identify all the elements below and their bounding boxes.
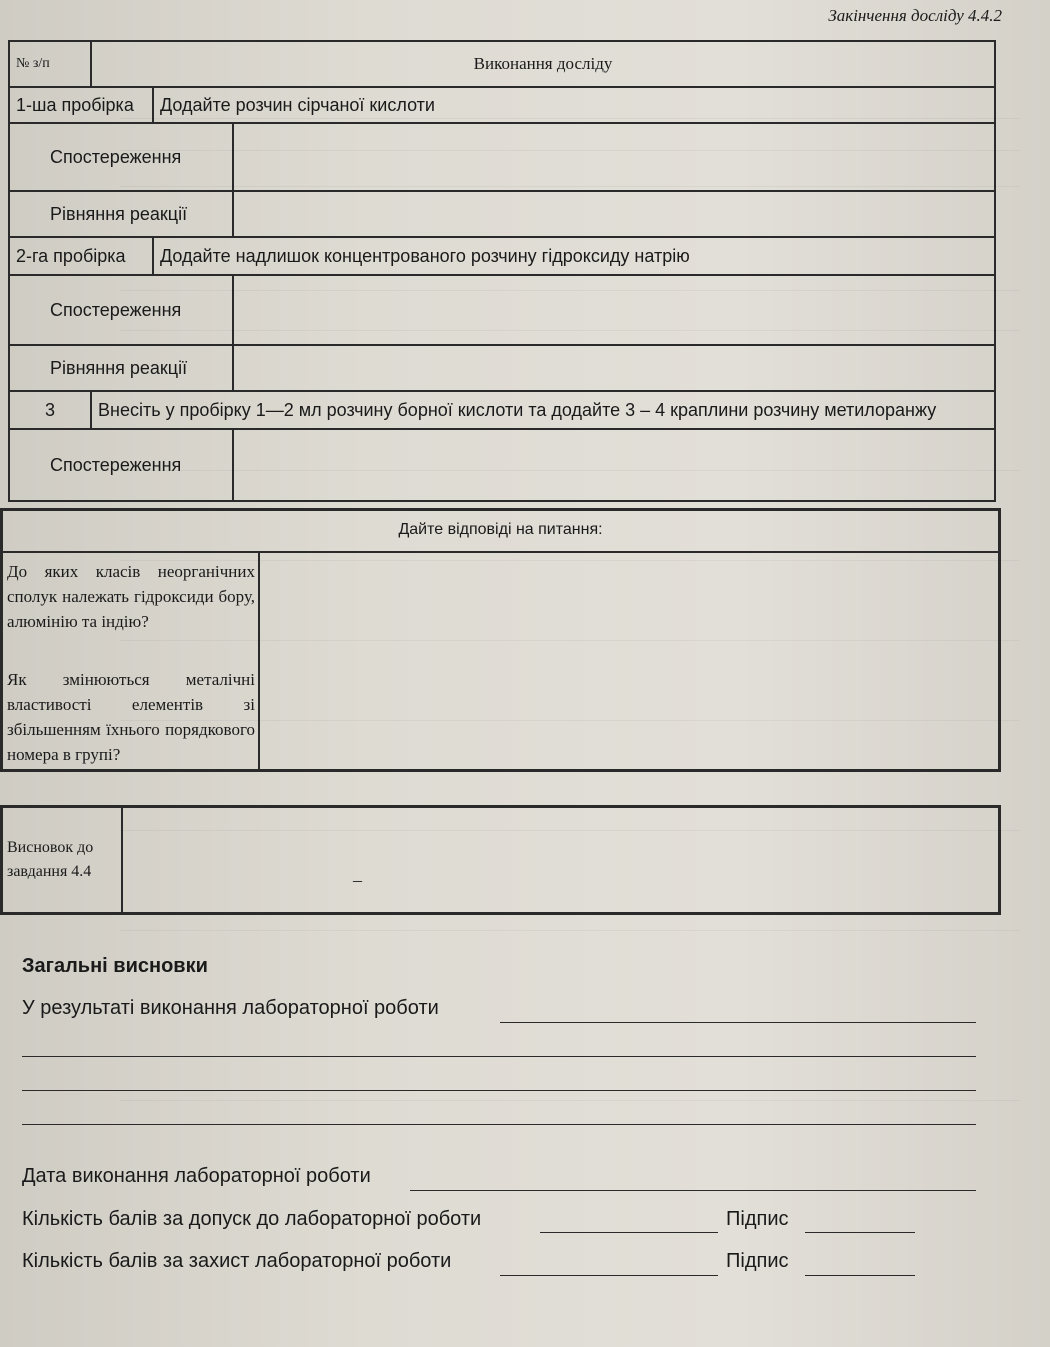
tube-2-observation-field[interactable] xyxy=(233,275,995,345)
experiment-table xyxy=(8,40,996,502)
num-header: № з/п xyxy=(9,41,91,87)
tube-3-observation-label: Спостереження xyxy=(9,429,233,501)
answers-field[interactable] xyxy=(261,553,998,769)
tube-1-observation-field[interactable] xyxy=(233,123,995,191)
defense-score-line[interactable] xyxy=(500,1275,718,1276)
admission-text: Кількість балів за допуск до лабораторної роботи xyxy=(22,1208,482,1230)
conclusion-field[interactable] xyxy=(124,808,998,912)
conclusion-box xyxy=(0,805,1001,915)
questions-box xyxy=(0,508,1001,772)
tube-2-equation-field[interactable] xyxy=(233,345,995,391)
conclusion-mark: – xyxy=(353,870,362,890)
continuation-note: Закінчення досліду 4.4.2 xyxy=(828,6,1002,25)
date-text: Дата виконання лабораторної роботи xyxy=(22,1165,371,1187)
tube-2-instruction: Додайте надлишок концентрованого розчину гідроксиду натрію xyxy=(153,237,995,275)
tube-2-observation-label: Спостереження xyxy=(9,275,233,345)
tube-1-instruction: Додайте розчин сірчаної кислоти xyxy=(153,87,995,123)
tube-1-equation-label: Рівняння реакції xyxy=(9,191,233,237)
tube-3-observation-field[interactable] xyxy=(233,429,995,501)
general-conclusions-title: Загальні висновки xyxy=(22,955,208,977)
conclusion-label: Висновок до завдання 4.4 xyxy=(7,839,94,880)
admission-score-line[interactable] xyxy=(540,1232,718,1233)
tube-1-label: 1-ша пробірка xyxy=(9,87,153,123)
date-line[interactable] xyxy=(410,1190,976,1191)
questions-title: Дайте відповіді на питання: xyxy=(398,521,603,538)
tube-1-equation-field[interactable] xyxy=(233,191,995,237)
defense-signature-label: Підпис xyxy=(726,1250,789,1272)
result-text: У результаті виконання лабораторної роботи xyxy=(22,997,439,1019)
tube-2-equation-label: Рівняння реакції xyxy=(9,345,233,391)
result-line-3[interactable] xyxy=(22,1090,976,1091)
tube-2-label: 2-га пробірка xyxy=(9,237,153,275)
title-header: Виконання досліду xyxy=(91,41,995,87)
result-line-4[interactable] xyxy=(22,1124,976,1125)
question-2: Як змінюються металічні властивості елементів зі збільшенням їхнього порядкового номера в групі? xyxy=(7,670,255,764)
defense-text: Кількість балів за захист лабораторної роботи xyxy=(22,1250,452,1272)
defense-signature-line[interactable] xyxy=(805,1275,915,1276)
question-1: До яких класів неорганічних сполук належать гідроксиди бору, алюмінію та індію? xyxy=(7,562,255,631)
result-line-2[interactable] xyxy=(22,1056,976,1057)
tube-3-label: 3 xyxy=(9,391,91,429)
result-line-1[interactable] xyxy=(500,1022,976,1023)
admission-signature-line[interactable] xyxy=(805,1232,915,1233)
admission-signature-label: Підпис xyxy=(726,1208,789,1230)
tube-1-observation-label: Спостереження xyxy=(9,123,233,191)
tube-3-instruction: Внесіть у пробірку 1—2 мл розчину борної кислоти та додайте 3 – 4 краплини розчину метилоранжу xyxy=(91,391,995,429)
